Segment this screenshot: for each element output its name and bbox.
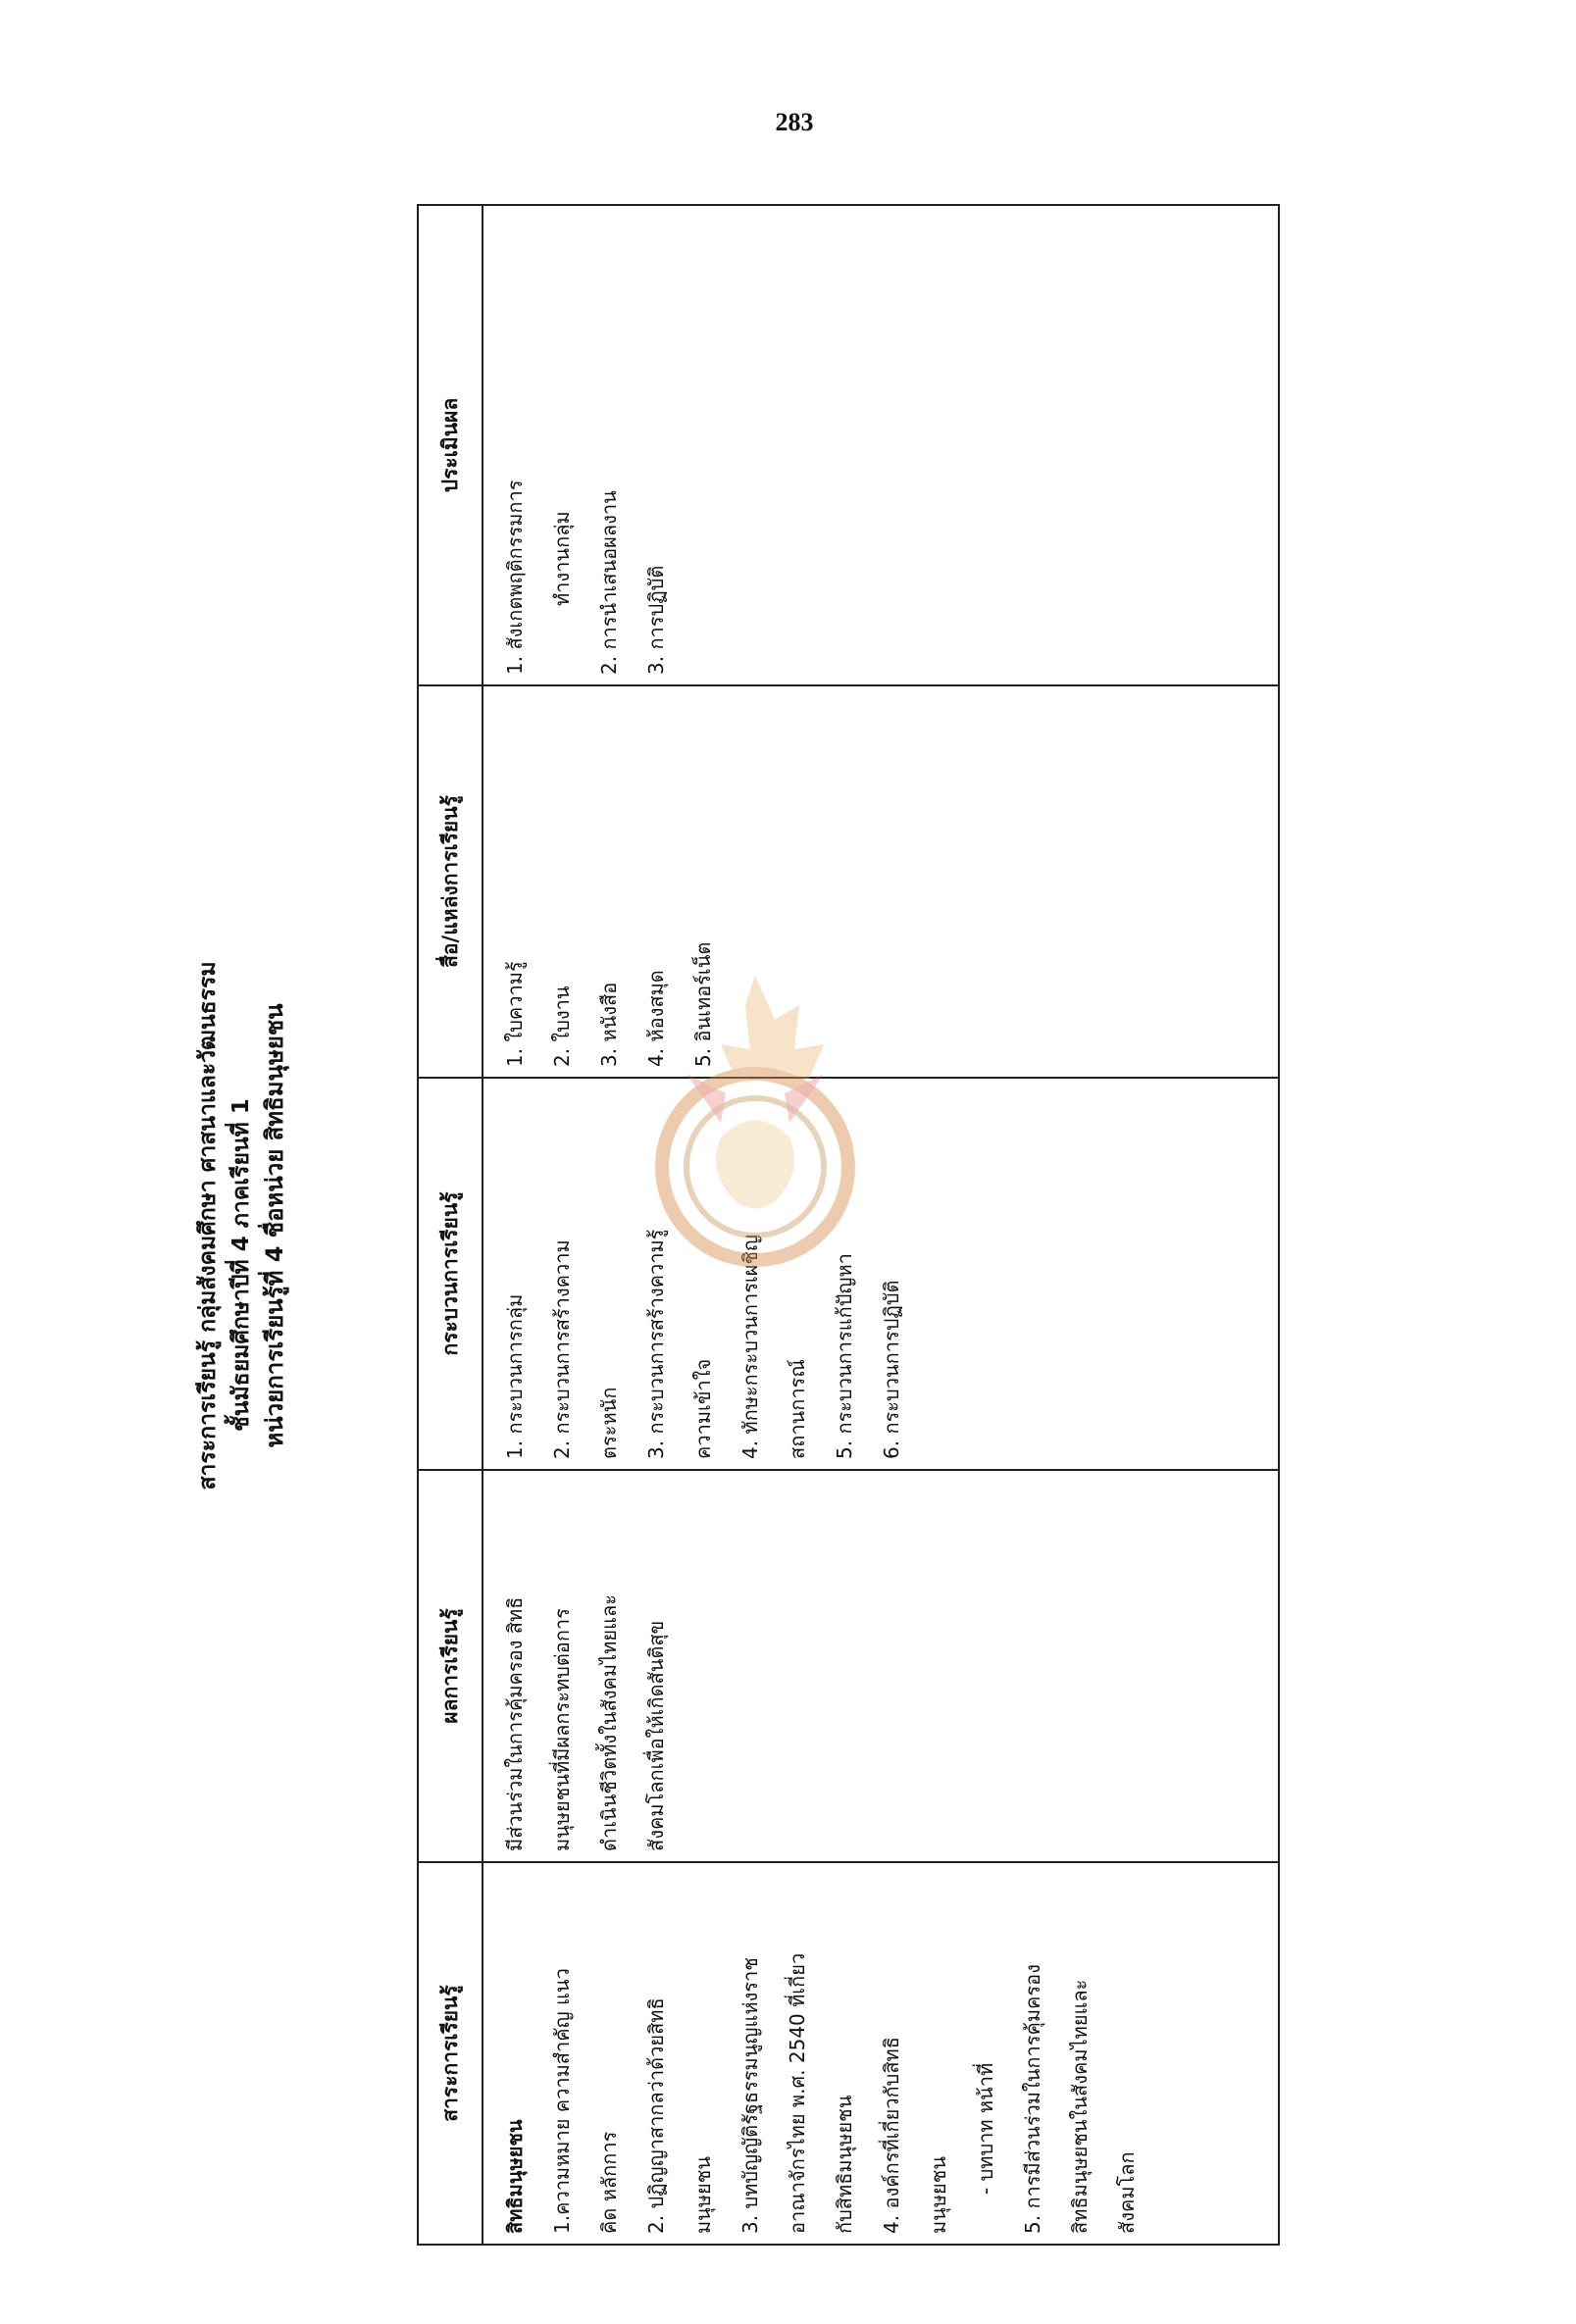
list-item: ความเข้าใจ [691,1358,715,1459]
header-outcome: ผลการเรียนรู้ [418,1470,483,1862]
list-item: 2. กระบวนการสร้างความ [550,1239,574,1459]
list-item: คิด หลักการ [597,2131,621,2234]
outcome-cell [483,1470,1279,1862]
header-process: กระบวนการเรียนรู้ [418,1078,483,1470]
list-item: มนุษยชนที่มีผลกระทบต่อการ [550,1608,574,1851]
header-content: สาระการเรียนรู้ [418,1862,483,2245]
list-item: 4. ทักษะกระบวนการเผชิญ [738,1234,762,1459]
heading-subject: สาระการเรียนรู้ กลุ่มสังคมศึกษา ศาสนาและวัฒนธรรม [195,961,221,1490]
list-item: - บทบาท หน้าที่ [974,2062,997,2195]
header-media: สื่อ/แหล่งการเรียนรู้ [418,685,483,1078]
list-item: ทำงานกลุ่ม [550,511,574,606]
heading-unit: หน่วยการเรียนรู้ที่ 4 ชื่อหน่วย สิทธิมนุษยชน [261,1003,288,1448]
list-item: สถานการณ์ [786,1359,809,1459]
list-item: 4. องค์กรที่เกี่ยวกับสิทธิ [880,2037,903,2234]
list-item: 2. ปฏิญญาสากลว่าด้วยสิทธิ [644,1997,668,2234]
list-item: 3. บทบัญญัติรัฐธรรมนูญแห่งราช [738,1957,762,2234]
list-item: 1. ใบความรู้ [503,961,527,1067]
list-item: 5. อินเทอร์เน็ต [691,941,715,1067]
list-item: สังคมโลก [1115,2151,1139,2234]
list-item: 4. ห้องสมุด [644,970,668,1067]
list-item: 1. กระบวนการกลุ่ม [503,1293,527,1459]
document-heading [191,206,338,2246]
list-item: มนุษยชน [927,2155,950,2234]
list-item: 3. การปฏิบัติ [644,565,668,675]
list-item: 5. การมีส่วนร่วมในการคุ้มครอง [1021,1964,1044,2234]
list-item: อาณาจักรไทย พ.ศ. 2540 ที่เกี่ยว [786,1952,809,2234]
list-item: กับสิทธิมนุษยชน [833,2095,856,2234]
content-cell [483,1862,1279,2245]
table-header-row [418,205,483,2245]
list-item: 3. กระบวนการสร้างความรู้ [644,1229,668,1459]
list-item: ตระหนัก [597,1387,621,1459]
list-item: 1. สังเกตพฤติกรรมการ [503,480,527,675]
header-evaluation: ประเมินผล [418,205,483,685]
list-item: 2. การนำเสนอผลงาน [597,490,621,675]
list-item: 1.ความหมาย ความสำคัญ แนว [550,1968,574,2234]
page-number: 283 [775,108,814,136]
list-item: มีส่วนร่วมในการคุ้มครอง สิทธิ [503,1596,527,1851]
content-title: สิทธิมนุษยชน [503,2119,527,2234]
list-item: 2. ใบงาน [550,985,574,1067]
list-item: 5. กระบวนการแก้ปัญหา [833,1253,856,1459]
evaluation-cell [483,205,1279,685]
list-item: ดำเนินชีวิตทั้งในสังคมไทยและ [597,1594,621,1851]
list-item: 3. หนังสือ [597,982,621,1067]
list-item: สิทธิมนุษยชนในสังคมไทยและ [1068,1979,1092,2234]
heading-grade: ชั้นมัธยมศึกษาปีที่ 4 ภาคเรียนที่ 1 [229,1098,254,1432]
list-item: สังคมโลกเพื่อให้เกิดสันติสุข [644,1620,668,1851]
list-item: มนุษยชน [691,2155,715,2234]
school-emblem-seal-icon [628,966,883,1280]
list-item: 6. กระบวนการปฏิบัติ [880,1280,903,1459]
